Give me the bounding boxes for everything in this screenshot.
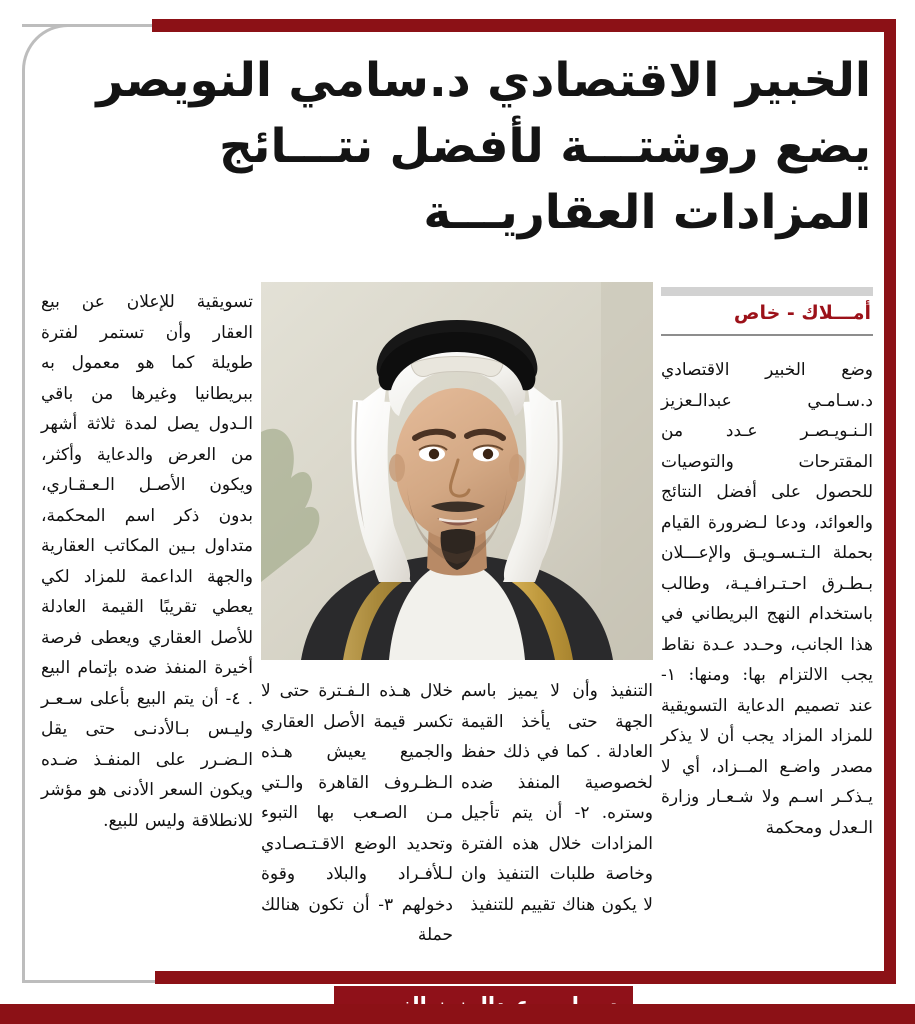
frame-red-bottom-bar: [155, 971, 896, 984]
headline-line-1: الخبير الاقتصادي د.سامي النويصر: [96, 53, 871, 108]
frame-red-right-bar: [884, 19, 896, 984]
byline-divider-rule: [661, 334, 873, 336]
portrait-photo: [261, 282, 653, 660]
byline-block: [661, 287, 873, 336]
headline-line-3: المزادات العقاريـــة: [423, 185, 871, 240]
body-column-3: [261, 676, 453, 951]
body-column-3-text: خلال هـذه الـفـترة حتى لا تكسر قيمة الأصل العقاري والجميع يعيش هـذه الـظـروف القاهرة والـتي مـن الصـعب بها التبوء وتحديد الوضع الاقـتـصـادي لـلأفـراد والبلاد وقوة دخولهم ٣- أن تكون هنالك حملة: [261, 681, 453, 945]
body-column-4: [41, 287, 253, 836]
byline-gray-bar: [661, 287, 873, 296]
footer-red-bar: [0, 1004, 915, 1024]
portrait-photo-illustration: [261, 282, 653, 660]
body-column-1: [661, 355, 873, 843]
byline-source-label: أمـــلاك - خاص: [733, 302, 871, 324]
frame-red-top-bar: [152, 19, 896, 32]
article-headline: [71, 48, 871, 246]
body-column-2-text: التنفيذ وأن لا يميز باسم الجهة حتى يأخذ القيمة العادلة . كما في ذلك حفظ لخصوصية المنفذ ضده وستره. ٢- أن يتم تأجيل المزادات خلال هذه الفترة وخاصة طلبات التنفيذ وان لا يكون هناك تقييم للتنفيذ: [461, 681, 653, 915]
headline-line-2: يضع روشتـــة لأفضل نتـــائج: [218, 119, 871, 174]
frame-gray-left-rule: [22, 90, 25, 983]
body-column-2: [461, 676, 653, 920]
body-column-4-text: تسويقية للإعلان عن بيع العقار وأن تستمر لفترة طويلة كما هو معمول به ببريطانيا وغيرها من باقي الـدول يصل لمدة ثلاثة أشهر من العرض والدعاية وأكثر، ويكون الأصـل الـعـقـاري، بدون ذكر اسم المحكمة، متداول بـين المكاتب العقارية والجهة الداعمة للمزاد لكي يعطي تقريبًا القيمة العادلة للأصل العقاري ويعطى فرصة أخيرة المنفذ ضده بإتمام البيع . ٤- أن يتم البيع بأعلى سـعـر وليـس بـالأدنـى حتى يقل الـضـرر على المنفـذ ضـده ويكون السعر الأدنى هو مؤشر للانطلاقة وليس للبيع.: [40, 292, 253, 831]
frame-gray-bottom-segment: [22, 980, 158, 983]
body-column-1-text: وضع الخبير الاقتصادي د.سـامـي عبدالـعزيز الـنـويـصـر عـدد من المقترحات والتوصيات للحصول على أفضل النتائج والعوائد، ودعا لـضرورة القيام بحملة الـتـسـويـق والإعـــلان بـطـرق احـتـرافـيـة، وطالب باستخدام النهج البريطاني في هذا الجانب، وحـدد عـدة نقاط يجب الالتزام بها: ومنها: ١- عند تصميم الدعاية التسويقية للمزاد المزاد يجب أن لا يذكر مصدر واضـع المــزاد، أي لا يـذكـر اسـم ولا شـعـار وزارة الـعدل ومحكمة: [661, 360, 873, 838]
